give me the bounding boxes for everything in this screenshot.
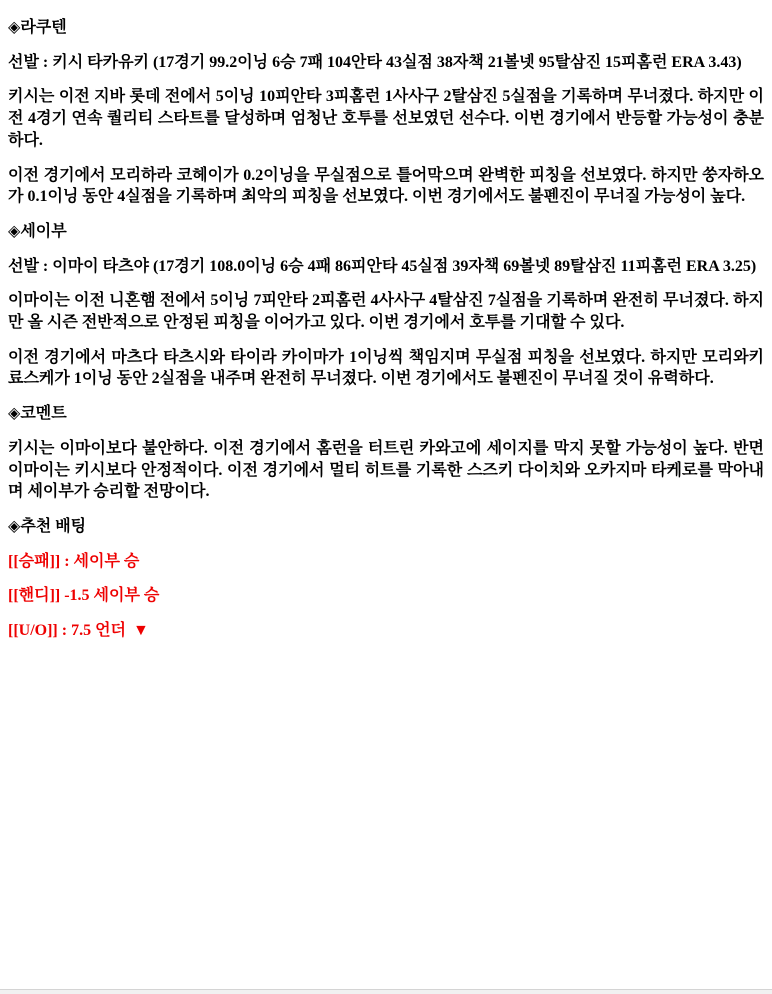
pick-handicap: [[핸디]] -1.5 세이부 승 [8, 587, 160, 605]
diamond-bullet-icon: ◈ [8, 405, 21, 423]
seibu-bullpen-analysis: 이전 경기에서 마츠다 타츠시와 타이라 카이마가 1이닝씩 책임지며 무실점 피칭을 선보였다. 하지만 모리와키 료스케가 1이닝 동안 2실점을 내주며 완전히 무너졌다. 이번 경기에서도 불펜진이 무너질 것이 유력하다. [8, 348, 764, 388]
rakuten-bullpen-analysis: 이전 경기에서 모리하라 코헤이가 0.2이닝을 무실점으로 틀어막으며 완벽한 피칭을 선보였다. 하지만 쑹자하오가 0.1이닝 동안 4실점을 기록하며 최악의 피칭을 선보였다. 이번 경기에서도 불펜진이 무너질 가능성이 높다. [8, 166, 764, 206]
rakuten-starter-analysis: 키시는 이전 지바 롯데 전에서 5이닝 10피안타 3피홈런 1사사구 2탈삼진 5실점을 기록하며 무너졌다. 하지만 이전 4경기 연속 퀄리티 스타트를 달성하며 엄청난 호투를 선보였던 선수다. 이번 경기에서 반등할 가능성이 충분하다. [8, 88, 764, 149]
seibu-starter-analysis: 이마이는 이전 니혼햄 전에서 5이닝 7피안타 2피홈런 4사사구 4탈삼진 7실점을 기록하며 완전히 무너졌다. 하지만 올 시즌 전반적으로 안정된 피칭을 이어가고 있다. 이번 경기에서 호투를 기대할 수 있다. [8, 292, 764, 332]
pick-win-lose: [[승패]] : 세이부 승 [8, 552, 140, 570]
section-header-rakuten [8, 17, 764, 39]
section-title-seibu: 세이부 [20, 222, 67, 240]
bottom-scrollbar-track[interactable] [0, 989, 772, 994]
section-title-comment: 코멘트 [20, 405, 67, 423]
diamond-bullet-icon: ◈ [8, 222, 21, 240]
seibu-starter-info: 선발 : 이마이 타츠야 (17경기 108.0이닝 6승 4패 86피안타 45실점 39자책 69볼넷 89탈삼진 11피홈런 ERA 3.25) [8, 257, 757, 275]
diamond-bullet-icon: ◈ [8, 19, 21, 36]
rakuten-starter-info: 선발 : 키시 타카유키 (17경기 99.2이닝 6승 7패 104안타 43실점 38자책 21볼넷 95탈삼진 15피홈런 ERA 3.43) [8, 53, 742, 71]
pick-under-over [8, 620, 764, 642]
section-header-seibu [8, 221, 764, 243]
section-header-betting [8, 516, 764, 538]
diamond-bullet-icon: ◈ [8, 517, 21, 535]
pick-under-over-text: [[U/O]] : 7.5 언더 [8, 622, 126, 640]
down-triangle-icon: ▼ [133, 622, 149, 640]
section-header-comment [8, 403, 764, 425]
comment-body: 키시는 이마이보다 불안하다. 이전 경기에서 홈런을 터트린 카와고에 세이지를 막지 못할 가능성이 높다. 반면 이마이는 키시보다 안정적이다. 이전 경기에서 멀티 히트를 기록한 스즈키 다이치와 오카지마 타케로를 막아내며 세이부가 승리할 전망이다. [8, 439, 764, 501]
section-title-betting: 추천 배팅 [20, 517, 87, 535]
section-title-rakuten: 라쿠텐 [20, 19, 67, 36]
